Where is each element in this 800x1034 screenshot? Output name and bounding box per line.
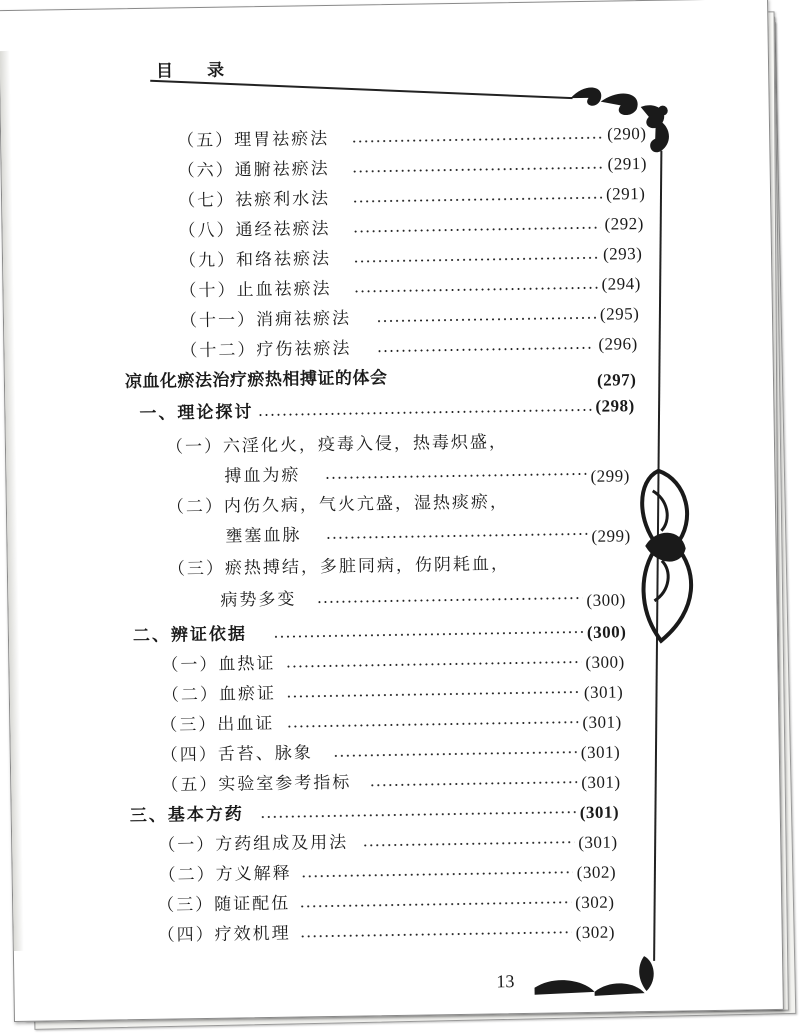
toc-entry[interactable] — [178, 213, 645, 242]
toc-entry-label: （十）止血祛瘀法 — [179, 278, 332, 302]
toc-entry-page: (297) — [596, 370, 637, 390]
toc-entry-label: （四）舌苔、脉象 — [160, 743, 313, 766]
toc-entry-label: （四）疗效机理 — [157, 923, 291, 946]
corner-ornament-bottom-right-icon — [534, 956, 654, 997]
toc-entry-label: （七）祛瘀利水法 — [177, 188, 331, 212]
page-number: 13 — [496, 971, 515, 992]
toc-entry-page: (301) — [581, 772, 621, 793]
toc-entry[interactable] — [158, 832, 618, 857]
toc-entry[interactable] — [177, 123, 647, 152]
toc-entry[interactable] — [178, 244, 643, 272]
toc-entry[interactable] — [161, 682, 624, 707]
toc-entry-page: (302) — [576, 862, 617, 883]
toc-entry[interactable] — [179, 304, 640, 333]
toc-entry-page: (299) — [590, 466, 630, 486]
toc-entry[interactable] — [158, 862, 617, 887]
toc-entry-page: (300) — [586, 590, 626, 610]
toc-entry-page: (291) — [607, 153, 648, 174]
toc-entry-page: (302) — [575, 892, 615, 913]
toc-entry-label: （六）通腑祛瘀法 — [177, 158, 330, 182]
toc-entry-page: (301) — [579, 802, 620, 823]
toc-entry-page: (293) — [602, 244, 643, 264]
toc-entry[interactable] — [177, 153, 648, 182]
toc-entry[interactable] — [161, 652, 625, 677]
toc-entry-page: (301) — [582, 712, 622, 733]
toc-entry-label: （五）实验室参考指标 — [161, 772, 352, 796]
toc-entry[interactable] — [139, 396, 635, 425]
toc-entry[interactable] — [157, 892, 615, 917]
toc-entry-page: (301) — [578, 832, 618, 853]
toc-entry-label: 三、基本方药 — [129, 804, 244, 827]
toc-entry-label: 壅塞血脉 — [225, 525, 302, 547]
toc-entry-label: 二、辨证依据 — [132, 624, 248, 647]
toc-entry-page: (302) — [575, 922, 616, 943]
toc-entry-page: (295) — [599, 304, 640, 324]
toc-entry[interactable] — [160, 712, 622, 737]
toc-entry-label: （八）通经祛瘀法 — [178, 218, 331, 242]
toc-entry-label: 一、理论探讨 — [139, 402, 254, 424]
toc-entry-page: (300) — [585, 652, 625, 672]
toc-entry[interactable] — [225, 524, 631, 547]
toc-entry-label: （三）随证配伍 — [157, 893, 291, 916]
toc-entry[interactable] — [220, 588, 626, 611]
toc-entry-page: (301) — [583, 682, 624, 702]
toc-entry-label: （十一）消痈祛瘀法 — [179, 308, 352, 332]
toc-entry-label: （一）六淫化火，疫毒入侵，热毒炽盛， — [165, 432, 509, 458]
toc-entry[interactable] — [132, 622, 627, 647]
toc-entry-page: (298) — [595, 396, 635, 416]
toc-entry-page: (292) — [604, 213, 645, 234]
toc-entry-label: （二）血瘀证 — [161, 683, 277, 706]
toc-entry-page: (301) — [580, 742, 621, 763]
toc-entry-label: 凉血化瘀法治疗瘀热相搏证的体会 — [124, 368, 388, 393]
toc-entry[interactable] — [124, 367, 637, 393]
toc-entry-label: （一）方药组成及用法 — [158, 832, 349, 856]
toc-entry-label: （三）出血证 — [160, 713, 275, 736]
toc-entry[interactable] — [224, 464, 630, 487]
page-header-title: 目 录 — [155, 60, 239, 82]
toc-entry-page: (294) — [601, 274, 641, 294]
toc-entry-label: （五）理胃祛瘀法 — [177, 128, 330, 152]
toc-entry-page: (299) — [591, 526, 631, 546]
toc-entry[interactable] — [179, 274, 641, 302]
toc-entry-label: （十二）疗伤祛瘀法 — [180, 338, 352, 362]
side-ornament-icon — [642, 470, 692, 641]
toc-entry[interactable] — [161, 772, 621, 797]
toc-entry-page: (290) — [606, 123, 647, 144]
toc-entry-label: （一）血热证 — [161, 653, 276, 676]
toc-entry-page: (296) — [598, 334, 638, 354]
toc-entry-page: (291) — [605, 183, 646, 204]
toc-entry[interactable] — [177, 183, 646, 212]
toc-entry-label: 搏血为瘀 — [224, 465, 301, 487]
toc-entry-label: （九）和络祛瘀法 — [178, 248, 332, 272]
toc-entry-label: （二）方义解释 — [158, 863, 292, 886]
toc-entry[interactable] — [129, 802, 620, 827]
toc-entry-label: （三）瘀热搏结，多脏同病，伤阴耗血， — [167, 554, 511, 580]
toc-entry-page: (300) — [586, 622, 627, 642]
toc-entry[interactable] — [180, 334, 638, 363]
toc-entry-label: 病势多变 — [220, 589, 297, 611]
toc-entry-label: （二）内伤久病，气火亢盛，湿热痰瘀， — [166, 492, 510, 518]
toc-entry[interactable] — [157, 922, 616, 947]
toc-entry[interactable] — [160, 742, 621, 766]
